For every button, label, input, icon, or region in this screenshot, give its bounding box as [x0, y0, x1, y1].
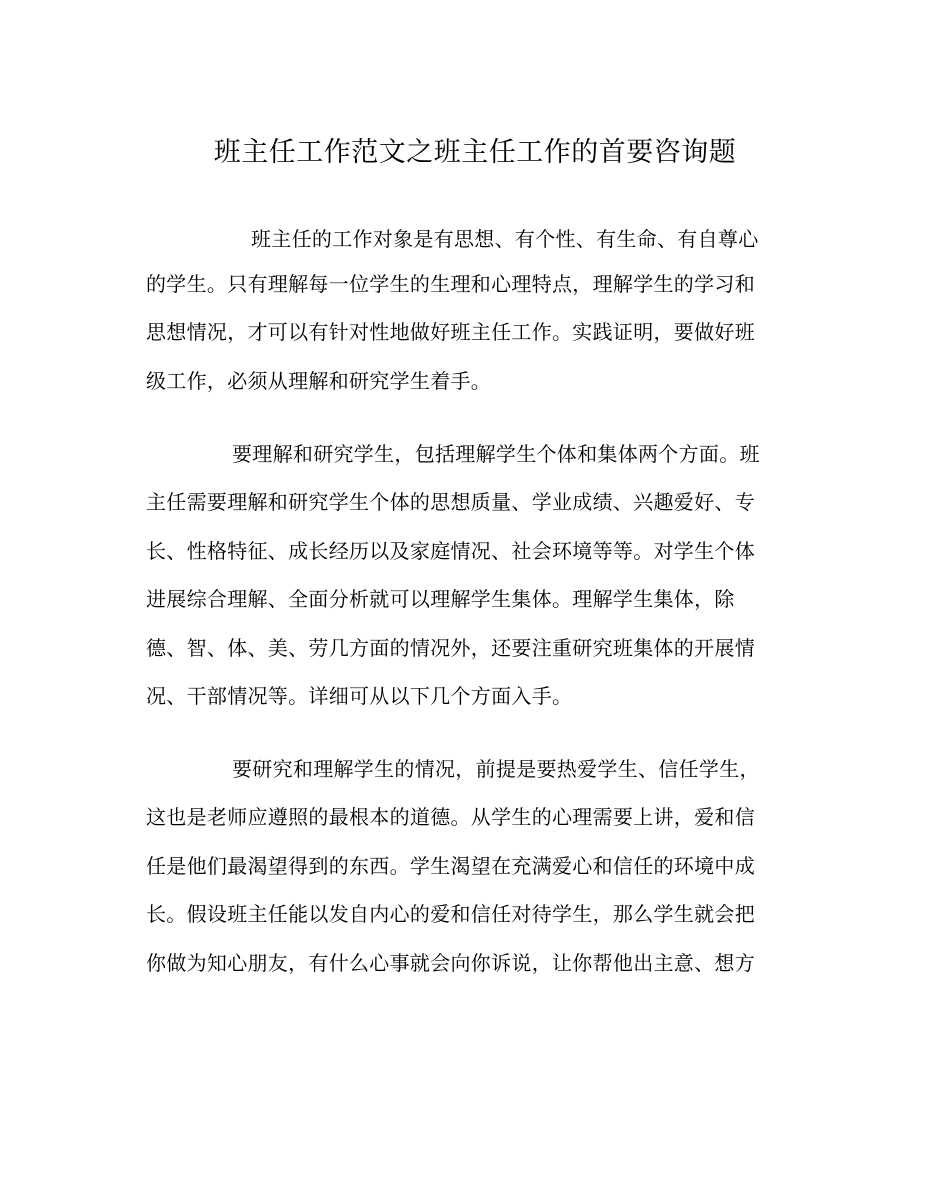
paragraph-1-line-1: 班主任的工作对象是有思想、有个性、有生命、有自尊心	[251, 227, 759, 251]
paragraph-3-line-3: 任是他们最渴望得到的东西。学生渴望在充满爱心和信任的环境中成	[146, 854, 755, 878]
paragraph-3-line-1: 要研究和理解学生的情况，前提是要热爱学生、信任学生，	[232, 757, 760, 781]
paragraph-3-line-2: 这也是老师应遵照的最根本的道德。从学生的心理需要上讲，爱和信	[146, 805, 755, 829]
paragraph-3-line-5: 你做为知心朋友，有什么心事就会向你诉说，让你帮他出主意、想方	[146, 951, 755, 975]
document-title: 班主任工作范文之班主任工作的首要咨询题	[213, 137, 737, 168]
paragraph-1-line-2: 的学生。只有理解每一位学生的生理和心理特点，理解学生的学习和	[146, 272, 755, 296]
paragraph-2-line-2: 主任需要理解和研究学生个体的思想质量、学业成绩、兴趣爱好、专	[146, 490, 755, 514]
paragraph-2-line-1: 要理解和研究学生，包括理解学生个体和集体两个方面。班	[232, 442, 760, 466]
paragraph-3-line-4: 长。假设班主任能以发自内心的爱和信任对待学生，那么学生就会把	[146, 902, 755, 926]
paragraph-1-line-3: 思想情况，才可以有针对性地做好班主任工作。实践证明，要做好班	[146, 320, 755, 344]
paragraph-2-line-4: 进展综合理解、全面分析就可以理解学生集体。理解学生集体，除	[146, 587, 735, 611]
paragraph-2-line-3: 长、性格特征、成长经历以及家庭情况、社会环境等等。对学生个体	[146, 539, 755, 563]
paragraph-2-line-5: 德、智、体、美、劳几方面的情况外，还要注重研究班集体的开展情	[146, 636, 755, 660]
paragraph-2-line-6: 况、干部情况等。详细可从以下几个方面入手。	[146, 684, 573, 708]
paragraph-1-line-4: 级工作，必须从理解和研究学生着手。	[146, 369, 492, 393]
